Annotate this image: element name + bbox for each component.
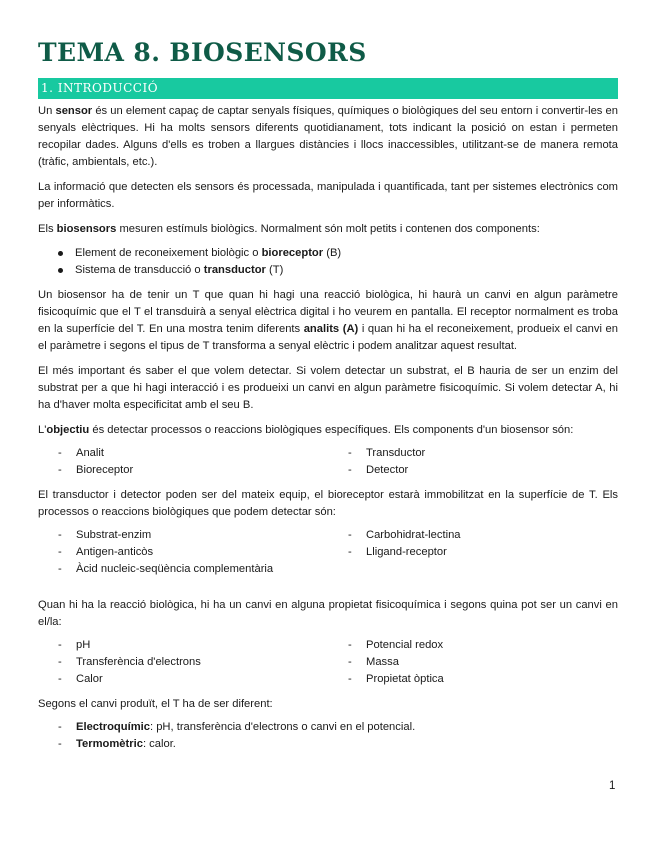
paragraph-transducer-types: Segons el canvi produït, el T ha de ser diferent: [38, 698, 273, 710]
term-objectiu: objectiu [46, 424, 90, 436]
paragraph-information-processing: La informació que detecten els sensors és processada, manipulada i quantificada, tant per sistemes electrònics com per informàtics. [38, 181, 618, 210]
list-item: - Antigen-anticòs [58, 544, 328, 561]
list-item: - Calor [58, 671, 328, 688]
list-item: - Analit [58, 445, 328, 462]
term-biosensors: biosensors [56, 223, 117, 235]
list-item: - Detector [348, 462, 618, 479]
document-page [38, 34, 618, 753]
page-title: TEMA 8. BIOSENSORS [38, 38, 367, 67]
list-item: - Massa [348, 654, 618, 671]
list-item: - Transductor [348, 445, 618, 462]
processes-two-column-list [38, 527, 618, 578]
paragraph-biosensor-function: Un biosensor ha de tenir un T que quan hi hagi una reacció biològica, hi haurà un canvi en algun paràmetre fisicoquímic que el T el transduirà a senyal elèctrica digital i ho veurem en pantalla. El receptor normalment es troba en la superfície del T. En una mostra tenim diferents analits (A) i quan hi ha el reconeixement, produeix el canvi en el paràmetre i segons el tipus de T transforma a senyal elèctric i podem analitzar aquest resultat. [38, 289, 618, 352]
list-item: - Electroquímic: pH, transferència d'electrons o canvi en el potencial. [58, 719, 618, 736]
term-analits: analits (A) [303, 323, 359, 335]
paragraph-transducer-detector: El transductor i detector poden ser del mateix equip, el bioreceptor estarà immobilitzat en la superfície de T. Els processos o reaccions biològiques que podem detectar són: [38, 489, 618, 518]
properties-two-column-list [38, 637, 618, 688]
list-item: - Termomètric: calor. [58, 736, 618, 753]
list-item: - Propietat òptica [348, 671, 618, 688]
paragraph-objective: L'objectiu és detectar processos o reaccions biològiques específiques. Els components d'un biosensor són: [38, 424, 574, 436]
list-item: Element de reconeixement biològic o bioreceptor (B) [58, 245, 618, 262]
biosensor-components-list [38, 245, 618, 279]
term-sensor: sensor [55, 105, 93, 117]
paragraph-biosensors: Els biosensors mesuren estímuls biològics. Normalment són molt petits i contenen dos components: [38, 223, 540, 235]
paragraph-detection-target: El més important és saber el que volem detectar. Si volem detectar un substrat, el B hauria de ser un enzim del substrat per a que hi hagi interacció i es produeixi un canvi en algun paràmetre fisicoquímic. Si volem detectar A, hi ha d'haver molta especificitat amb el seu B. [38, 365, 618, 411]
components-two-column-list [38, 445, 618, 479]
section-heading: 1. INTRODUCCIÓ [38, 78, 618, 99]
transducer-types-list [38, 719, 618, 753]
list-item: - Transferència d'electrons [58, 654, 328, 671]
list-item: - Lligand-receptor [348, 544, 618, 561]
list-item: - Àcid nucleic-seqüència complementària [58, 561, 328, 578]
list-item: - Bioreceptor [58, 462, 328, 479]
paragraph-reaction-change: Quan hi ha la reacció biològica, hi ha un canvi en alguna propietat fisicoquímica i segons quina pot ser un canvi en el/la: [38, 599, 618, 628]
page-number: 1 [609, 780, 616, 792]
paragraph-sensor-definition: Un sensor és un element capaç de captar senyals físiques, químiques o biològiques del seu entorn i convertir-les en senyals elèctriques. Hi ha molts sensors diferents quotidianament, tots indicant la posició on estan i permeten recopilar dades. Alguns d'ells es troben a llargues distàncies i llocs inaccessibles, utilitzant-se de manera remota (tràfic, ambientals, etc.). [38, 105, 618, 168]
list-item: - Potencial redox [348, 637, 618, 654]
list-item: - Carbohidrat-lectina [348, 527, 618, 544]
list-item: Sistema de transducció o transductor (T) [58, 262, 618, 279]
list-item: - Substrat-enzim [58, 527, 328, 544]
list-item: - pH [58, 637, 328, 654]
